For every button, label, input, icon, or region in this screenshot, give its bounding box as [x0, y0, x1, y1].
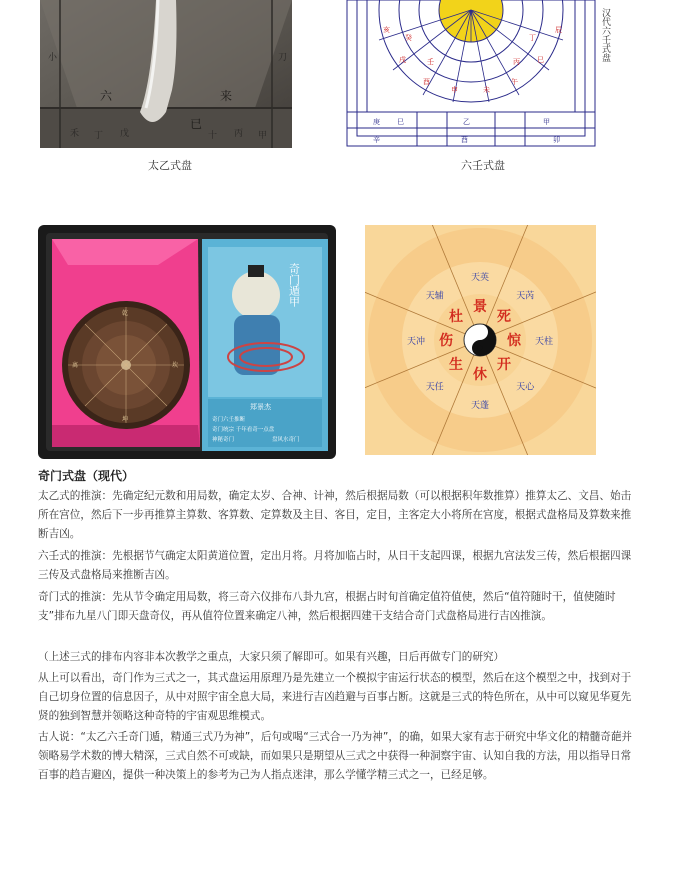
taiyi-mark-2: 来 [220, 89, 233, 103]
palace-door-label: 开 [497, 357, 512, 374]
liuren-board-diagram [343, 0, 621, 150]
svg-text:申: 申 [451, 86, 458, 94]
svg-text:庚: 庚 [373, 118, 380, 126]
taiyi-caption: 太乙式盘 [148, 159, 192, 172]
book-author: 郑景杰 [250, 403, 271, 411]
svg-text:卯: 卯 [553, 136, 560, 144]
svg-text:十: 十 [208, 131, 218, 141]
paragraph-text: 从上可以看出，奇门作为三式之一，其式盘运用原理乃是先建立一个模拟宇宙运行状态的模型，然后在这个模型之中，找到对于自己切身位置的信息因子，从中对照宇宙全息大局，来进行吉凶趋避与百事占断。这就是三式的特色所在，从中可以窥见华夏先贤的独到智慧并领略这种奇特的宇宙观思维模式。 [38, 672, 632, 722]
svg-text:乾: 乾 [122, 310, 129, 317]
book-line-3: 神秘奇门 [212, 437, 235, 443]
palace-star-label: 天英 [470, 273, 490, 283]
svg-text:巳: 巳 [397, 118, 404, 126]
paragraph-summary [38, 669, 638, 726]
taiyi-mark-3: 已 [190, 117, 203, 131]
svg-text:丁: 丁 [529, 34, 536, 42]
svg-text:坤: 坤 [122, 416, 129, 423]
svg-text:癸: 癸 [405, 34, 412, 42]
svg-text:丁: 丁 [94, 131, 104, 141]
palace-star-label: 天任 [425, 382, 444, 393]
svg-text:午: 午 [511, 78, 518, 86]
paragraph-taiyi [38, 487, 638, 544]
svg-text:甲: 甲 [258, 131, 268, 141]
svg-text:丙: 丙 [234, 129, 244, 139]
paragraph-text: （上述三式的排布内容非本次教学之重点，大家只须了解即可。如果有兴趣，日后再做专门的研究） [38, 651, 505, 663]
svg-text:禾: 禾 [70, 129, 80, 139]
svg-text:辰: 辰 [555, 26, 562, 34]
svg-text:甲: 甲 [543, 118, 550, 126]
taiyi-board-image [40, 0, 292, 148]
paragraph-note [38, 648, 638, 667]
svg-text:丙: 丙 [513, 58, 520, 66]
palace-door-label: 伤 [439, 333, 453, 349]
svg-text:壬: 壬 [427, 58, 434, 66]
book-line-2: 奇门统宗 千年看奇一点盘 [212, 427, 275, 433]
palace-door-label: 杜 [448, 308, 463, 325]
paragraph-text: 太乙式的推演：先确定纪元数和用局数，确定太岁、合神、计神，然后根据局数（可以根据积年数推算）推算太乙、文昌、始击所在宫位，然后下一步再推算主算数、客算数、定算数及主目、客目，定目，主客定大小将所在宫度，根据式盘格局及算数来推断吉凶。 [38, 490, 632, 540]
palace-star-label: 天辅 [425, 291, 444, 302]
palace-star-label: 天柱 [534, 337, 554, 347]
svg-text:辛: 辛 [373, 136, 380, 144]
liuren-side-text: 汉代六壬式盘 [600, 8, 610, 62]
palace-star-label: 天冲 [406, 337, 426, 347]
svg-text:小: 小 [48, 53, 58, 63]
palace-door-label: 惊 [507, 333, 521, 349]
svg-text:未: 未 [483, 86, 490, 94]
book-title: 奇门遁甲 [287, 263, 301, 307]
paragraph-ancient-saying [38, 728, 638, 785]
section-title: 奇门式盘（现代） [38, 469, 135, 483]
palace-star-label: 天蓬 [470, 401, 490, 411]
palace-star-label: 天芮 [516, 291, 535, 302]
palace-door-label: 景 [473, 299, 487, 315]
palace-door-label: 休 [473, 367, 487, 383]
qimen-palace-chart [365, 225, 596, 455]
liuren-caption: 六壬式盘 [461, 159, 505, 172]
palace-door-label: 死 [497, 308, 512, 325]
taiyi-mark-1: 六 [100, 89, 113, 103]
svg-text:坎: 坎 [172, 362, 179, 369]
book-line-4: 盘风水奇门 [272, 437, 300, 443]
paragraph-qimen [38, 588, 638, 626]
svg-text:刀: 刀 [278, 53, 288, 63]
paragraph-text: 古人说：“太乙六壬奇门遁，精通三式乃为神”，后句或喝“三式合一乃为神”，的确，如果大家有志于研究中华文化的精髓奇葩并领略易学术数的博大精深，三式自然不可或缺，而如果只是期望从三式之中获得一种洞察宇宙、认知自我的方法，用以指导日常百事的趋吉避凶，提供一种决策上的参考为己为人指点迷津，那么学懂学精三式之一，已经足够。 [38, 731, 633, 781]
paragraph-liuren [38, 547, 638, 585]
svg-text:亥: 亥 [383, 26, 390, 34]
svg-text:酉: 酉 [423, 78, 430, 86]
svg-text:巳: 巳 [537, 56, 544, 64]
paragraph-text: 六壬式的推演：先根据节气确定太阳黄道位置，定出月将。月将加临占时，从日干支起四课，根据九宫法发三传，然后根据四课三传及式盘格局来推断吉凶。 [38, 550, 632, 581]
paragraph-text: 奇门式的推演：先从节令确定用局数，将三奇六仪排布八卦九宫，根据占时旬首确定值符值使，然后“值符随时干，值使随时支”排布九星八门即天盘奇仪，再从值符位置来确定八神，然后根据四建干支结合奇门式盘格局进行吉凶推演。 [38, 591, 616, 622]
svg-text:戊: 戊 [120, 129, 130, 139]
qimen-board-photo [38, 225, 336, 459]
palace-door-label: 生 [448, 357, 463, 374]
svg-text:戌: 戌 [399, 56, 406, 64]
palace-star-label: 天心 [516, 382, 535, 393]
svg-text:离: 离 [72, 362, 79, 369]
svg-text:乙: 乙 [463, 118, 470, 126]
book-line-1: 奇门六壬推断 [212, 417, 246, 423]
svg-text:酉: 酉 [461, 136, 468, 144]
